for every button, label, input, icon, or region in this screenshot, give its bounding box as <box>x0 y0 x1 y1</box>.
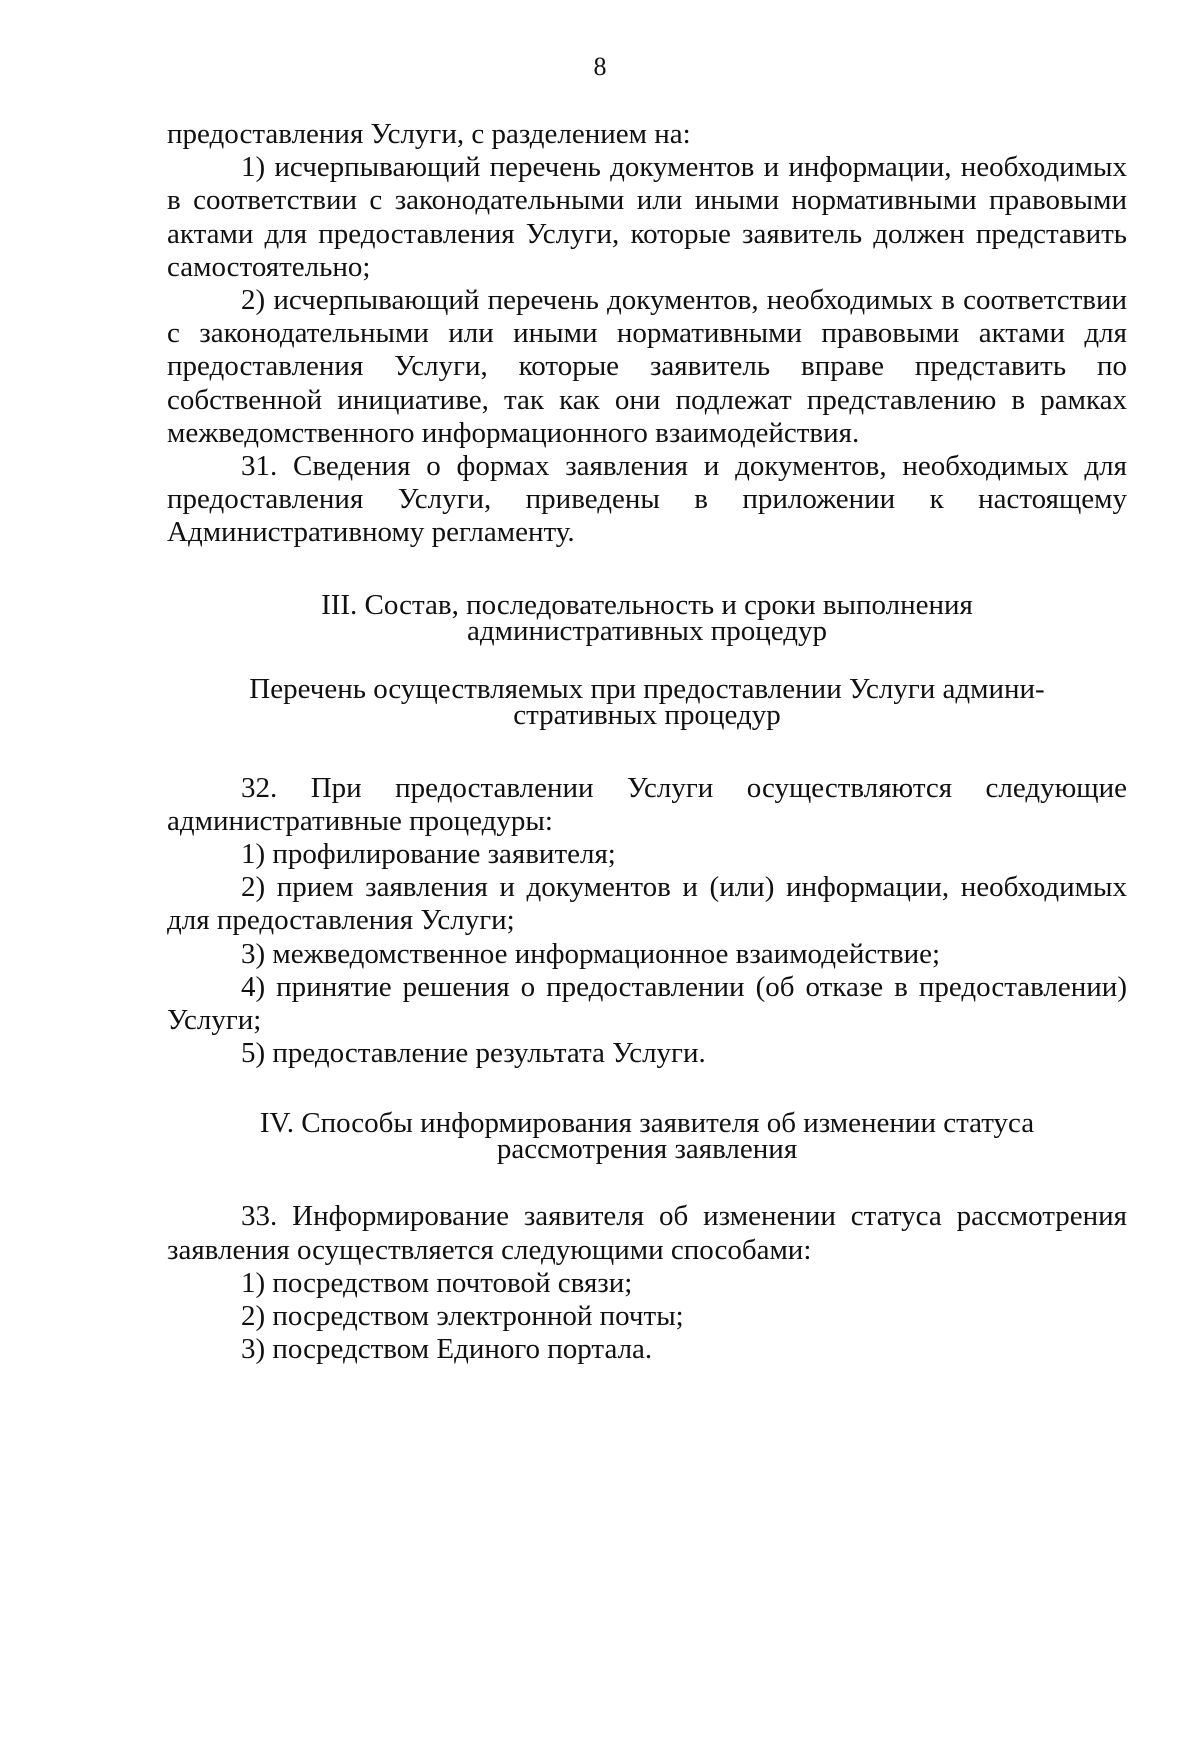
procedure-item: 2) прием заявления и документов и (или) информации, необходимых для предоставления Услуги; <box>167 871 1127 937</box>
paragraph-intro: предоставления Услуги, с разделением на: <box>167 118 691 150</box>
list-item-optional-documents: 2) исчерпывающий перечень документов, необходимых в соответствии с законодательными или иными нормативными правовыми актами для предоставления Услуги, которые заявитель вправе представить по собственной инициативе, так как они подлежат представлению в рамках межведомственного информационного взаимодействия. <box>167 284 1127 449</box>
section-4-title-line-2: рассмотрения заявления <box>496 1133 798 1166</box>
procedure-item: 1) профилирование заявителя; <box>241 838 616 871</box>
list-item-required-documents: 1) исчерпывающий перечень документов и информации, необходимых в соответствии с законодательными или иными нормативными правовыми актами для предоставления Услуги, которые заявитель должен представить самостоятельно; <box>167 151 1127 283</box>
section-3-title <box>167 588 1127 647</box>
notification-method-item: 3) посредством Единого портала. <box>241 1333 653 1366</box>
section-3-title-line-1: III. Состав, последовательность и сроки выполнения <box>321 588 973 621</box>
section-3-subtitle-line-1: Перечень осуществляемых при предоставлении Услуги админи- <box>249 672 1045 705</box>
section-3-subtitle <box>167 672 1127 731</box>
document-body <box>167 118 1127 1366</box>
section-4-title-line-1: IV. Способы информирования заявителя об изменении статуса <box>259 1107 1035 1140</box>
paragraph-33: 33. Информирование заявителя об изменении статуса рассмотрения заявления осуществляется следующими способами: <box>167 1200 1127 1266</box>
page-number: 8 <box>593 52 607 81</box>
procedure-item: 4) принятие решения о предоставлении (об отказе в предоставлении) Услуги; <box>167 970 1127 1037</box>
procedure-item: 5) предоставление результата Услуги. <box>241 1037 706 1070</box>
paragraph-32: 32. При предоставлении Услуги осуществляются следующие административные процедуры: <box>167 771 1127 837</box>
notification-method-item: 2) посредством электронной почты; <box>241 1300 684 1333</box>
notification-method-item: 1) посредством почтовой связи; <box>241 1266 633 1299</box>
section-3-subtitle-line-2: стративных процедур <box>513 698 781 731</box>
section-3-title-line-2: административных процедур <box>467 614 827 647</box>
section-4-title <box>167 1107 1127 1166</box>
procedure-item: 3) межведомственное информационное взаимодействие; <box>241 937 941 970</box>
paragraph-31: 31. Сведения о формах заявления и документов, необходимых для предоставления Услуги, приведены в приложении к настоящему Административному регламенту. <box>167 450 1127 549</box>
